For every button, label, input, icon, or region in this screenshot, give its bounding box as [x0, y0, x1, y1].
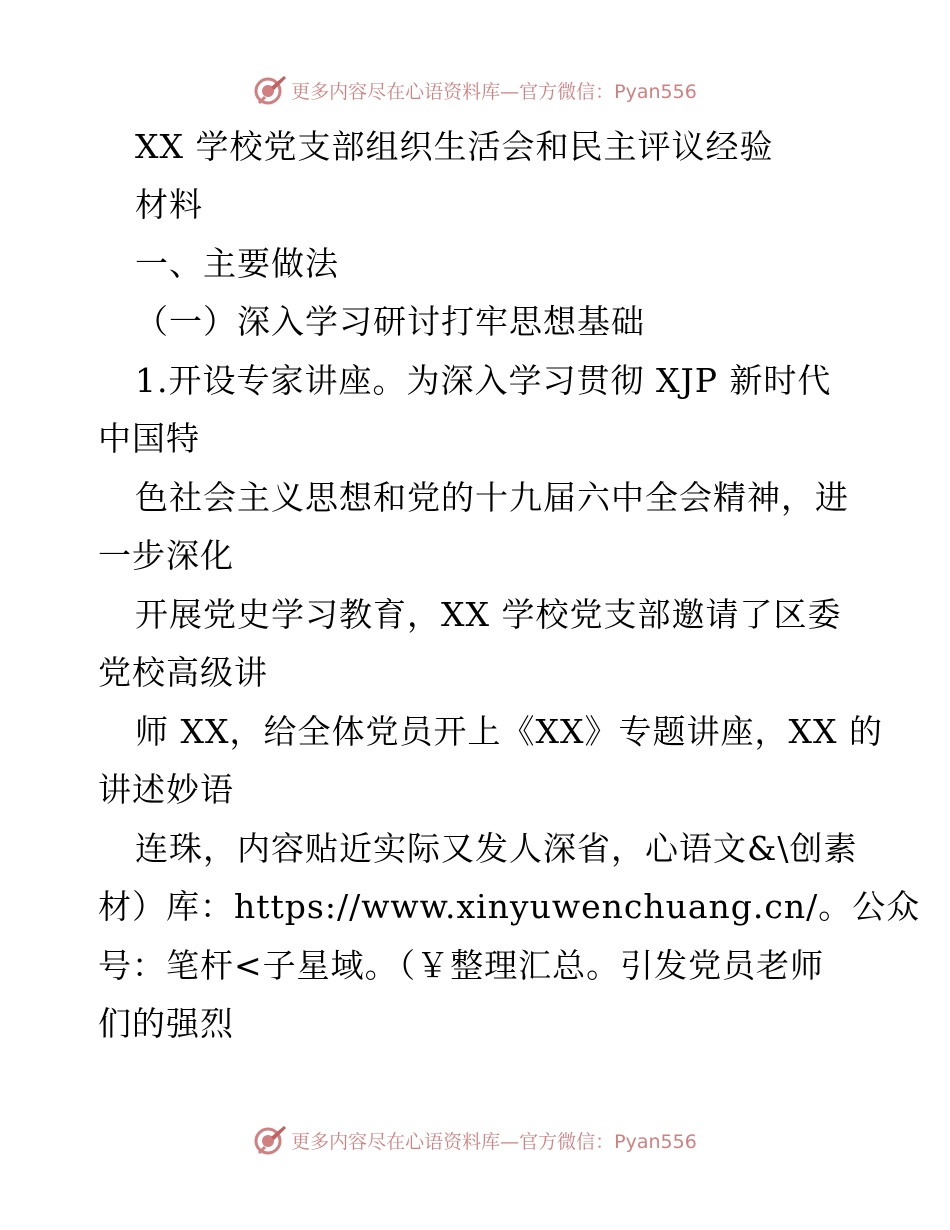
paragraph-line: 1.开设专家讲座。为深入学习贯彻 XJP 新时代 — [135, 361, 832, 400]
paragraph-line: 党校高级讲 — [98, 653, 268, 692]
section-heading: 一、主要做法 — [135, 244, 339, 283]
doc-title-line: XX 学校党支部组织生活会和民主评议经验 — [135, 127, 774, 166]
stamp-logo-icon — [253, 1123, 287, 1157]
header-watermark — [0, 70, 950, 110]
watermark-text: 更多内容尽在心语资料库—官方微信：Pyan556 — [291, 80, 697, 103]
paragraph-line: 讲述妙语 — [98, 770, 234, 809]
paragraph-line: 连珠，内容贴近实际又发人深省，心语文&\创素 — [135, 829, 858, 868]
paragraph-line: 中国特 — [98, 419, 200, 458]
paragraph-line: 一步深化 — [98, 536, 234, 575]
paragraph-line: 材）库：https://www.xinyuwenchuang.cn/。公众 — [98, 887, 921, 926]
doc-title-line: 材料 — [135, 185, 203, 224]
footer-watermark — [0, 1120, 950, 1160]
paragraph-line: 们的强烈 — [98, 1004, 234, 1043]
paragraph-line: 师 XX，给全体党员开上《XX》专题讲座，XX 的 — [135, 712, 883, 751]
stamp-logo-icon — [253, 73, 287, 107]
subsection-heading: （一）深入学习研讨打牢思想基础 — [135, 302, 645, 341]
paragraph-line: 开展党史学习教育，XX 学校党支部邀请了区委 — [135, 595, 842, 634]
watermark-text: 更多内容尽在心语资料库—官方微信：Pyan556 — [291, 1130, 697, 1153]
paragraph-line: 号：笔杆<子星域。（￥整理汇总。引发党员老师 — [98, 946, 825, 985]
paragraph-line: 色社会主义思想和党的十九届六中全会精神，进 — [135, 478, 849, 517]
